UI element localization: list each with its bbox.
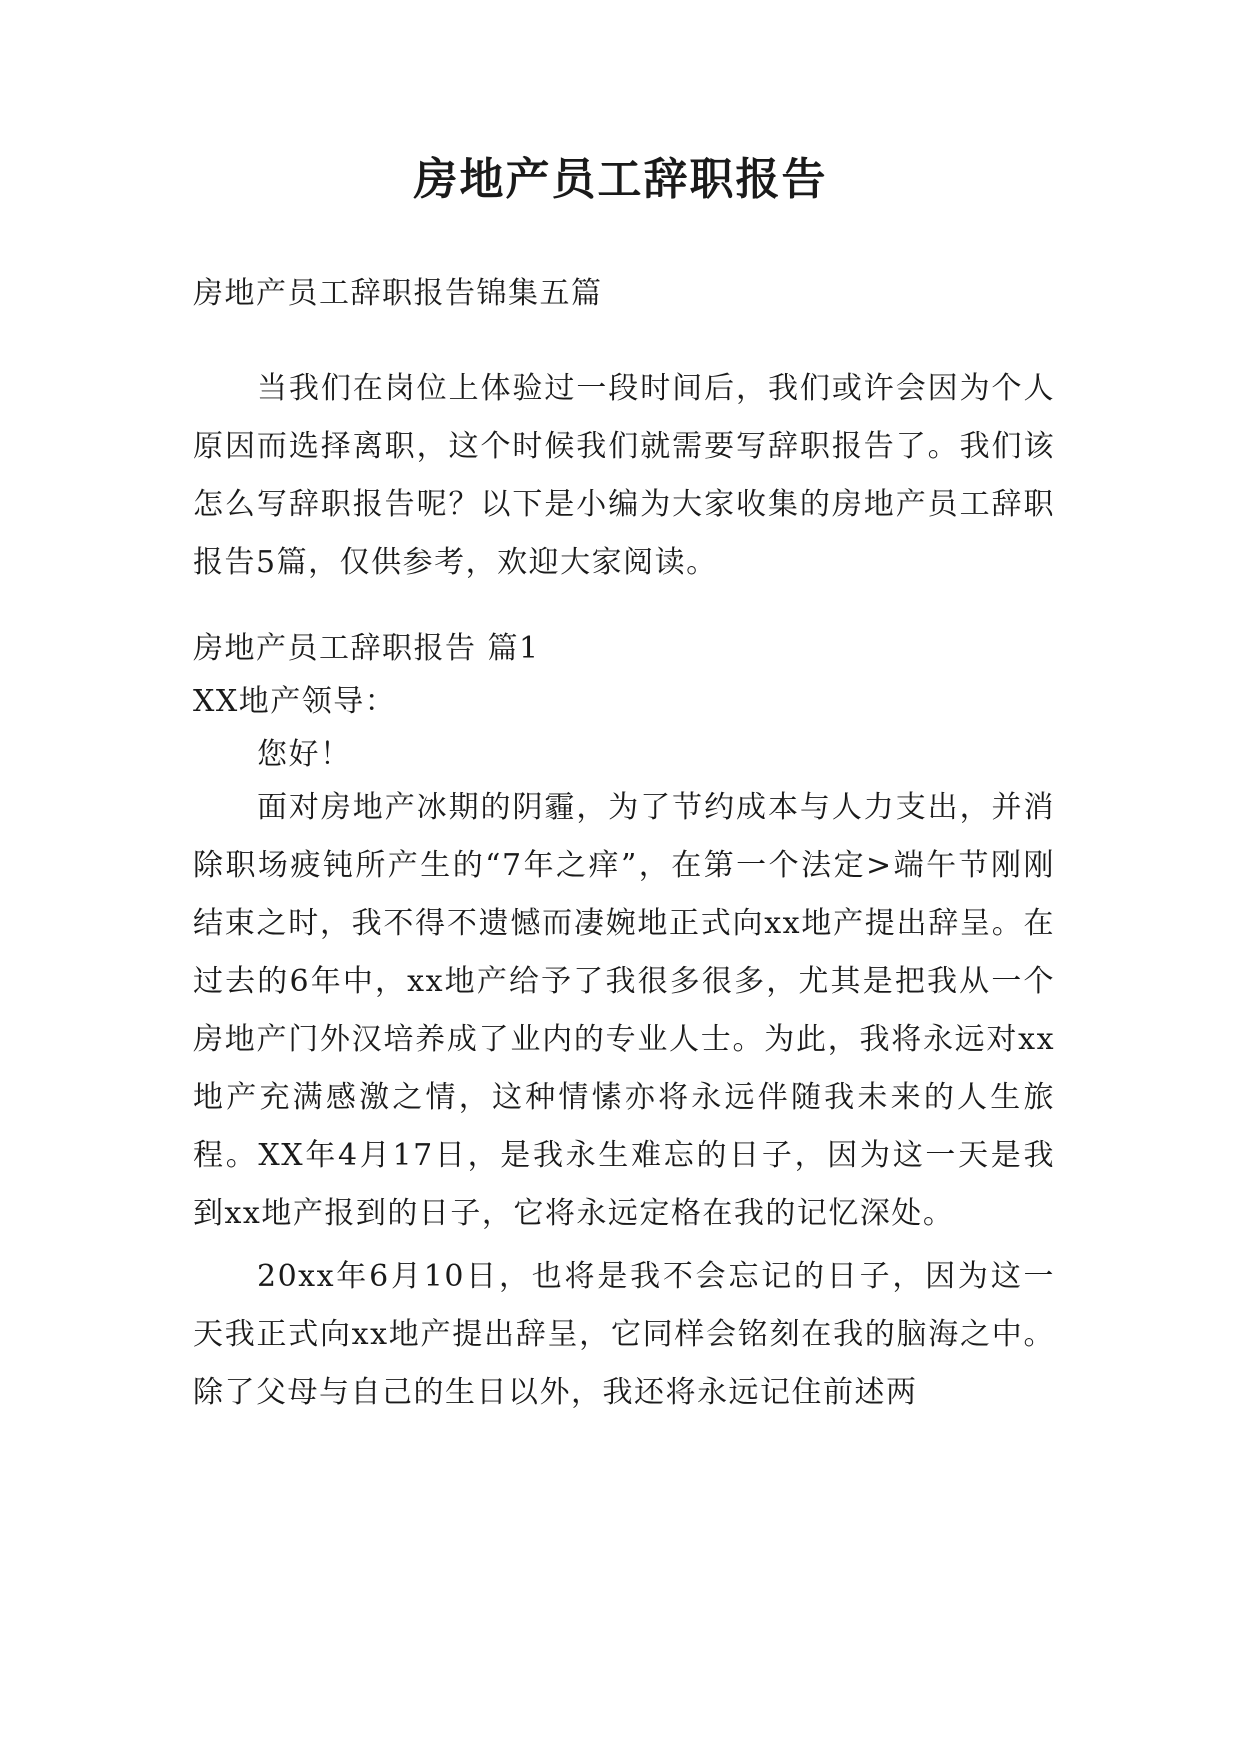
- letter-paragraph: 20xx年6月10日，也将是我不会忘记的日子，因为这一天我正式向xx地产提出辞呈，它同样会铭刻在我的脑海之中。除了父母与自己的生日以外，我还将永远记住前述两: [193, 1259, 1055, 1410]
- intro-paragraph: 当我们在岗位上体验过一段时间后，我们或许会因为个人原因而选择离职，这个时候我们就需要写辞职报告了。我们该怎么写辞职报告呢？以下是小编为大家收集的房地产员工辞职报告5篇，仅供参考，欢迎大家阅读。: [193, 371, 1055, 580]
- letter-paragraph: 面对房地产冰期的阴霾，为了节约成本与人力支出，并消除职场疲钝所产生的“7年之痒”，在第一个法定>端午节刚刚结束之时，我不得不遗憾而凄婉地正式向xx地产提出辞呈。在过去的6年中，xx地产给予了我很多很多，尤其是把我从一个房地产门外汉培养成了业内的专业人士。为此，我将永远对xx地产充满感激之情，这种情愫亦将永远伴随我未来的人生旅程。XX年4月17日，是我永生难忘的日子，因为这一天是我到xx地产报到的日子，它将永远定格在我的记忆深处。: [193, 790, 1055, 1231]
- document-title: 房地产员工辞职报告: [413, 154, 828, 205]
- letter-salutation: XX地产领导：: [193, 684, 397, 719]
- section-heading: 房地产员工辞职报告 篇1: [193, 631, 540, 666]
- letter-greeting: 您好！: [257, 737, 352, 772]
- document-subtitle: 房地产员工辞职报告锦集五篇: [193, 276, 603, 311]
